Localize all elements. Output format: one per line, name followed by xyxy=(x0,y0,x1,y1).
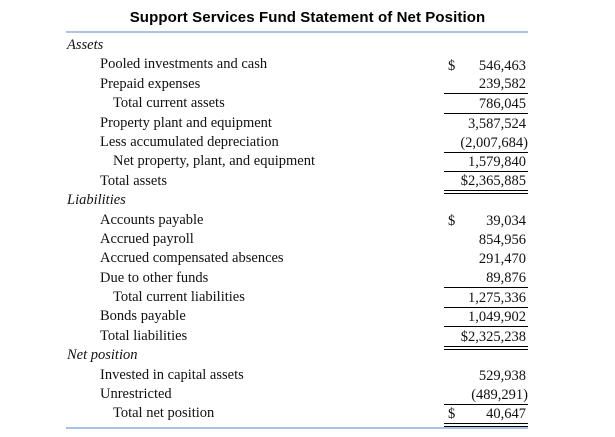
row-value: (489,291) xyxy=(471,386,528,403)
row-value: 1,049,902 xyxy=(468,309,526,326)
row-amount xyxy=(444,251,528,268)
dollar-sign xyxy=(444,96,448,113)
row-value: 529,938 xyxy=(478,367,526,384)
row-value: 3,587,524 xyxy=(468,115,526,132)
dollar-sign: $ xyxy=(448,212,456,229)
table-row xyxy=(66,385,528,404)
row-value: 786,045 xyxy=(478,95,526,112)
row-label: Bonds payable xyxy=(100,308,186,325)
row-value: $2,325,238 xyxy=(460,328,526,345)
row-label: Total liabilities xyxy=(100,327,188,344)
table-row xyxy=(66,152,528,171)
row-label: Total net position xyxy=(113,405,215,422)
row-label: Total current assets xyxy=(113,95,225,112)
row-label: Accrued compensated absences xyxy=(100,250,284,267)
row-value: 40,647 xyxy=(486,406,526,423)
row-amount xyxy=(444,154,528,172)
table-row xyxy=(66,133,528,152)
row-amount xyxy=(444,406,528,424)
row-label: Net position xyxy=(67,347,138,364)
table-row xyxy=(66,211,528,230)
dollar-sign xyxy=(444,116,448,133)
row-value: 89,876 xyxy=(486,270,526,287)
row-value: 854,956 xyxy=(478,232,526,249)
dollar-sign xyxy=(444,290,448,307)
dollar-sign: $ xyxy=(448,406,456,423)
row-amount xyxy=(444,96,528,114)
table-row xyxy=(66,327,528,346)
table-row xyxy=(66,94,528,113)
row-value: (2,007,684) xyxy=(460,134,528,151)
dollar-sign xyxy=(444,329,448,346)
row-amount xyxy=(444,116,528,133)
row-value: $2,365,885 xyxy=(460,173,526,190)
dollar-sign xyxy=(444,387,448,404)
table-row xyxy=(66,269,528,288)
row-amount xyxy=(444,232,528,249)
dollar-sign xyxy=(444,251,448,268)
row-amount xyxy=(444,309,528,327)
dollar-sign xyxy=(444,368,448,385)
row-label: Total current liabilities xyxy=(113,289,245,306)
row-label: Pooled investments and cash xyxy=(100,56,268,73)
table-row xyxy=(66,36,528,55)
table-row xyxy=(66,75,528,94)
row-value: 291,470 xyxy=(478,251,526,268)
row-label: Total assets xyxy=(100,172,168,189)
dollar-sign xyxy=(444,76,448,93)
row-amount xyxy=(444,368,528,385)
row-amount xyxy=(444,76,528,94)
table-row xyxy=(66,172,528,191)
row-label: Less accumulated depreciation xyxy=(100,133,279,150)
row-value: 546,463 xyxy=(478,57,526,74)
statement-table xyxy=(66,31,528,429)
table-row xyxy=(66,55,528,74)
dollar-sign xyxy=(444,154,448,171)
table-row xyxy=(66,366,528,385)
table-row xyxy=(66,249,528,268)
statement-title: Support Services Fund Statement of Net Position xyxy=(129,9,486,26)
dollar-sign xyxy=(444,173,448,190)
dollar-sign xyxy=(444,270,448,287)
row-amount xyxy=(444,213,528,230)
table-row xyxy=(66,288,528,307)
row-amount xyxy=(444,135,528,153)
dollar-sign xyxy=(444,232,448,249)
row-label: Accrued payroll xyxy=(100,230,194,247)
row-label: Liabilities xyxy=(67,192,126,209)
row-label: Prepaid expenses xyxy=(100,75,201,92)
row-label: Property plant and equipment xyxy=(100,114,272,131)
dollar-sign: $ xyxy=(448,57,456,74)
row-amount xyxy=(444,173,528,191)
row-value: 39,034 xyxy=(486,212,526,229)
table-row xyxy=(66,230,528,249)
statement-rows xyxy=(66,36,528,424)
row-label: Unrestricted xyxy=(100,386,172,403)
row-amount xyxy=(444,387,528,405)
row-value: 1,275,336 xyxy=(468,289,526,306)
row-value: 239,582 xyxy=(478,76,526,93)
row-amount xyxy=(444,290,528,308)
row-value: 1,579,840 xyxy=(468,154,526,171)
row-amount xyxy=(444,329,528,347)
table-row xyxy=(66,114,528,133)
row-amount xyxy=(444,270,528,288)
row-label: Due to other funds xyxy=(100,269,209,286)
dollar-sign xyxy=(444,135,448,152)
row-label: Assets xyxy=(67,37,104,53)
row-amount xyxy=(444,58,528,75)
dollar-sign xyxy=(444,309,448,326)
row-label: Invested in capital assets xyxy=(100,366,244,383)
table-row xyxy=(66,404,528,423)
row-label: Accounts payable xyxy=(100,211,204,228)
row-label: Net property, plant, and equipment xyxy=(113,153,316,170)
table-row xyxy=(66,307,528,326)
